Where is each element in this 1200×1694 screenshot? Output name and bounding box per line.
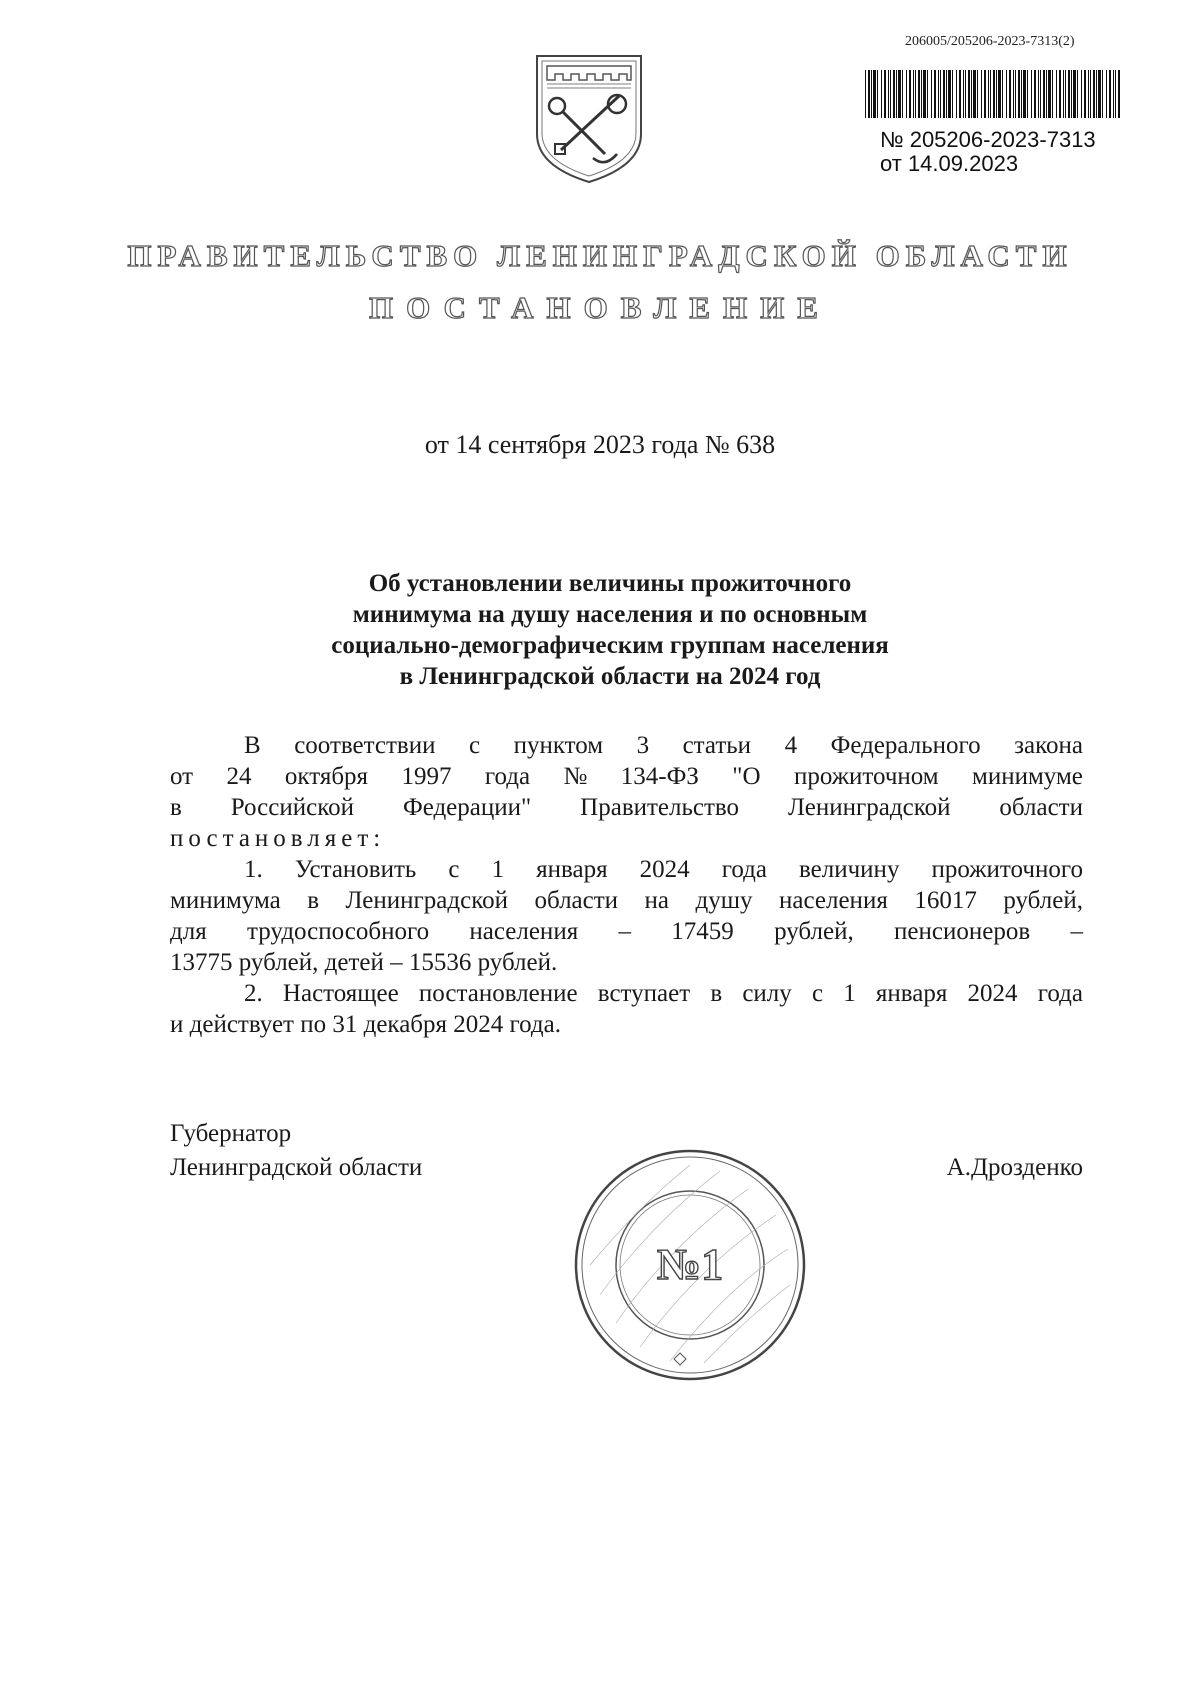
word: пенсионеров	[894, 918, 1031, 945]
word: 4	[784, 732, 798, 759]
barcode-bar	[963, 70, 964, 118]
signatory-position	[170, 1117, 422, 1185]
official-seal	[570, 1145, 810, 1385]
word: 1	[843, 980, 856, 1007]
word: в	[170, 794, 182, 821]
document-heading	[250, 568, 970, 692]
word: закона	[1014, 732, 1083, 759]
barcode-bar	[909, 70, 911, 118]
word: года	[721, 856, 767, 883]
barcode-bar	[1038, 70, 1039, 118]
word: 16017	[914, 887, 977, 914]
barcode-bar	[1084, 70, 1086, 118]
barcode-bar	[977, 70, 978, 118]
word: области	[999, 794, 1083, 821]
barcode-bar	[934, 70, 936, 118]
word: №	[563, 763, 588, 790]
word: января	[875, 980, 948, 1007]
barcode-bar	[1059, 70, 1061, 118]
barcode-bar	[888, 70, 889, 118]
barcode-bar	[973, 70, 976, 118]
word: населения	[779, 887, 888, 914]
barcode-bar	[965, 70, 966, 118]
barcode-bar	[1021, 70, 1022, 118]
word: –	[1070, 918, 1083, 945]
barcode-bar	[1031, 70, 1032, 118]
preamble-line: постановляет:	[170, 825, 386, 852]
word: 134-ФЗ	[620, 763, 699, 790]
word: пунктом	[513, 732, 604, 759]
word: от	[170, 763, 194, 790]
word: в	[307, 887, 320, 914]
word: января	[536, 856, 608, 883]
word: рублей,	[1003, 887, 1083, 914]
word: Настоящее	[282, 980, 399, 1007]
word: 1997	[401, 763, 452, 790]
barcode-bar	[1081, 70, 1082, 118]
barcode-bar	[918, 70, 920, 118]
barcode-bar	[1027, 70, 1028, 118]
document-type-title: ПОСТАНОВЛЕНИЕ	[369, 290, 831, 325]
item2-line: и действует по 31 декабря 2024 года.	[170, 1011, 561, 1038]
barcode-bar	[1106, 70, 1107, 118]
barcode-bar	[943, 70, 945, 118]
barcode-bar	[948, 70, 951, 118]
word: 3	[636, 732, 650, 759]
item1-line	[170, 885, 1083, 916]
barcode-bar	[1098, 70, 1101, 118]
barcode-bar	[1015, 70, 1016, 118]
word: вступает	[597, 980, 691, 1007]
barcode-bar	[902, 70, 903, 118]
barcode-bar	[893, 70, 895, 118]
barcode-bar	[956, 70, 957, 118]
barcode-bar	[993, 70, 995, 118]
item2-line	[170, 978, 1083, 1009]
word: силу	[742, 980, 792, 1007]
barcode-bar	[1118, 70, 1120, 118]
barcode-bar	[1102, 70, 1103, 118]
word: с	[811, 980, 824, 1007]
word: 2.	[244, 980, 263, 1007]
barcode-bar	[921, 70, 922, 118]
word: в	[710, 980, 723, 1007]
heading-line: в Ленинградской области на 2024 год	[399, 663, 821, 690]
barcode-bar	[1113, 70, 1114, 118]
government-title: ПРАВИТЕЛЬСТВО ЛЕНИНГРАДСКОЙ ОБЛАСТИ	[127, 238, 1073, 273]
word: для	[170, 918, 207, 945]
barcode-bar	[927, 70, 928, 118]
barcode-bar	[1009, 70, 1011, 118]
barcode-bar	[915, 70, 916, 118]
barcode-bar	[959, 70, 961, 118]
barcode-bar	[1088, 70, 1089, 118]
barcode-bar	[990, 70, 991, 118]
barcode-bar	[913, 70, 914, 118]
word: Ленинградской	[788, 794, 951, 821]
barcode-bar	[946, 70, 947, 118]
word: минимума	[170, 887, 281, 914]
word: Федерального	[830, 732, 981, 759]
position-line: Губернатор	[170, 1120, 292, 1147]
document-date-number: от 14 сентября 2023 года № 638	[424, 430, 776, 459]
word: 1	[491, 856, 505, 883]
word: Федерации"	[402, 794, 532, 821]
barcode-bar	[877, 70, 878, 118]
barcode	[863, 70, 1123, 118]
heading-line: социально-демографическим группам населения	[331, 632, 889, 659]
word: Установить	[294, 856, 417, 883]
barcode-bar	[873, 70, 876, 118]
word: 24	[226, 763, 252, 790]
word: на	[644, 887, 670, 914]
seal-center-text: №1	[656, 1240, 724, 1289]
barcode-bar	[923, 70, 926, 118]
barcode-bar	[1034, 70, 1036, 118]
barcode-bar	[881, 70, 882, 118]
barcode-bar	[890, 70, 891, 118]
barcode-bar	[1090, 70, 1091, 118]
barcode-bar	[1023, 70, 1026, 118]
barcode-bar	[981, 70, 982, 118]
barcode-bar	[1071, 70, 1072, 118]
registration-code: 206005/205206-2023-7313(2)	[905, 34, 1075, 49]
word: прожиточного	[931, 856, 1083, 883]
position-line: Ленинградской области	[170, 1154, 423, 1181]
barcode-bar	[971, 70, 972, 118]
barcode-bar	[1063, 70, 1064, 118]
word: статьи	[682, 732, 752, 759]
barcode-bar	[1002, 70, 1003, 118]
barcode-bar	[988, 70, 989, 118]
word: Правительство	[580, 794, 740, 821]
barcode-bar	[898, 70, 901, 118]
word: с	[448, 856, 460, 883]
coat-of-arms-icon	[531, 50, 647, 186]
word: 2024	[639, 856, 690, 883]
barcode-bar	[1013, 70, 1014, 118]
item1-line: 13775 рублей, детей – 15536 рублей.	[170, 949, 558, 976]
word: 1.	[244, 856, 263, 883]
barcode-bar	[906, 70, 907, 118]
barcode-bar	[1109, 70, 1111, 118]
signatory-name: А.Дрозденко	[946, 1154, 1083, 1181]
word: величину	[799, 856, 900, 883]
barcode-bar	[1065, 70, 1066, 118]
barcode-bar	[1068, 70, 1070, 118]
word: 17459	[671, 918, 734, 945]
word: соответствии	[294, 732, 436, 759]
word: года	[484, 763, 531, 790]
barcode-bar	[1093, 70, 1095, 118]
barcode-bar	[1043, 70, 1045, 118]
word: с	[468, 732, 481, 759]
word: октября	[284, 763, 369, 790]
word: постановление	[418, 980, 578, 1007]
word: года	[1037, 980, 1083, 1007]
barcode-bar	[1077, 70, 1078, 118]
word: прожиточном	[793, 763, 939, 790]
barcode-bar	[1073, 70, 1076, 118]
word: 2024	[967, 980, 1018, 1007]
barcode-bar	[1115, 70, 1116, 118]
word: –	[618, 918, 631, 945]
barcode-bar	[938, 70, 939, 118]
barcode-bar	[940, 70, 941, 118]
barcode-bar	[931, 70, 932, 118]
word: Российской	[230, 794, 354, 821]
barcode-bar	[1018, 70, 1020, 118]
barcode-bar	[952, 70, 953, 118]
barcode-bar	[1006, 70, 1007, 118]
word: рублей,	[774, 918, 854, 945]
barcode-bar	[884, 70, 886, 118]
barcode-bar	[998, 70, 1001, 118]
word: населения	[469, 918, 579, 945]
word: области	[534, 887, 619, 914]
document-body	[170, 730, 1083, 1040]
barcode-bar	[871, 70, 872, 118]
barcode-bar	[996, 70, 997, 118]
barcode-bar	[1052, 70, 1053, 118]
preamble-line	[170, 730, 1083, 761]
item1-line	[170, 854, 1083, 885]
word: Ленинградской	[345, 887, 508, 914]
barcode-bar	[896, 70, 897, 118]
barcode-bar	[868, 70, 870, 118]
word: душу	[695, 887, 753, 914]
barcode-bar	[1046, 70, 1047, 118]
preamble-line	[170, 761, 1083, 792]
word: В	[244, 732, 261, 759]
word: минимуме	[972, 763, 1083, 790]
registration-number: № 205206-2023-7313	[880, 127, 1096, 152]
barcode-bar	[968, 70, 970, 118]
barcode-bar	[1096, 70, 1097, 118]
barcode-bar	[865, 70, 866, 118]
word: "О	[732, 763, 761, 790]
registration-date: от 14.09.2023	[880, 151, 1019, 176]
heading-line: Об установлении величины прожиточного	[368, 570, 852, 597]
barcode-bar	[1056, 70, 1057, 118]
barcode-bar	[1048, 70, 1051, 118]
word: трудоспособного	[247, 918, 430, 945]
preamble-line	[170, 792, 1083, 823]
barcode-bar	[1040, 70, 1041, 118]
barcode-bar	[984, 70, 986, 118]
item1-line	[170, 916, 1083, 947]
heading-line: минимума на душу населения и по основным	[352, 601, 868, 628]
